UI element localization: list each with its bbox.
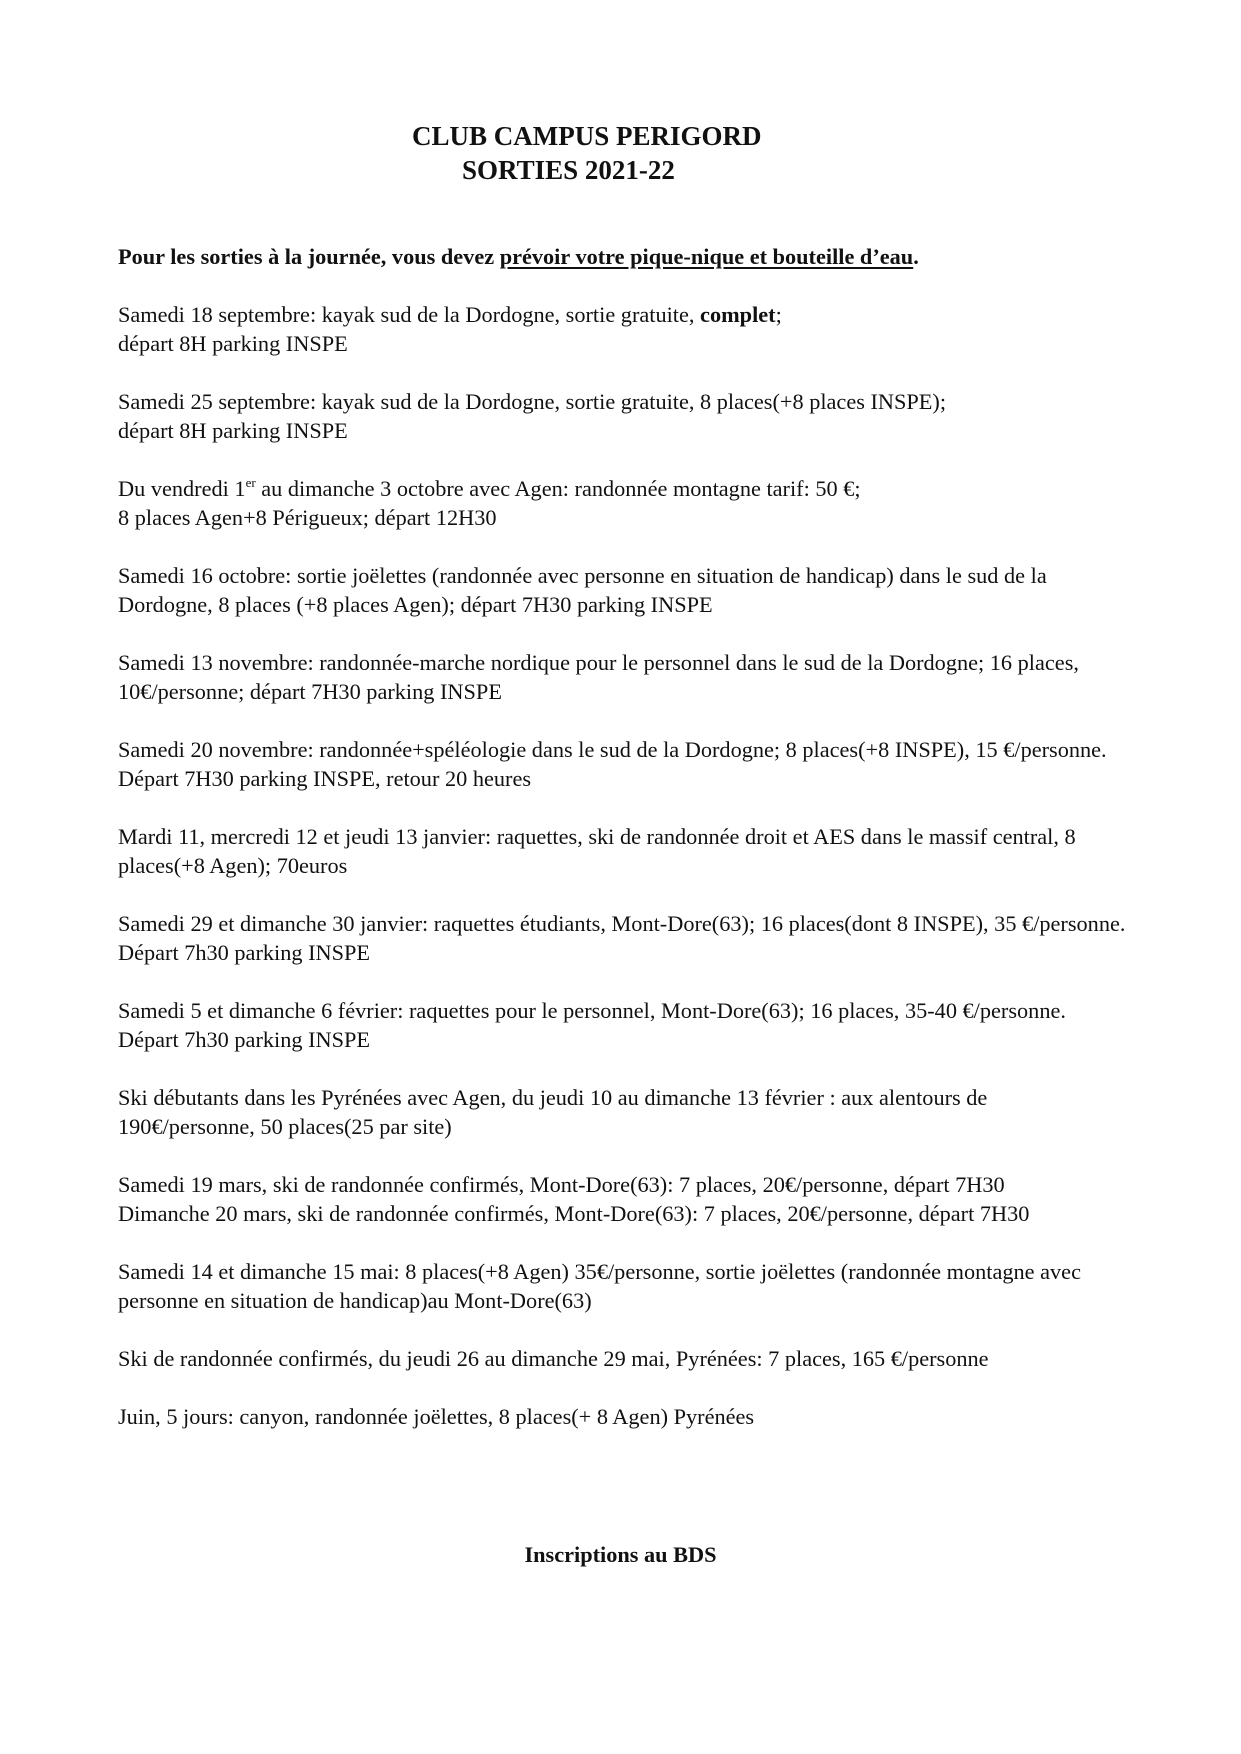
outing-line: 8 places Agen+8 Périgueux; départ 12H30: [118, 505, 497, 530]
outing-text: au dimanche 3 octobre avec Agen: randonnée montagne tarif: 50 €;: [255, 476, 861, 501]
outing-line: départ 8H parking INSPE: [118, 331, 348, 356]
outing-ski-debutants: Ski débutants dans les Pyrénées avec Agen, du jeudi 10 au dimanche 13 février : aux alentours de 190€/personne, 50 places(25 par site): [118, 1085, 988, 1139]
outing-ski-confirmes-mai: Ski de randonnée confirmés, du jeudi 26 au dimanche 29 mai, Pyrénées: 7 places, 165 €/personne: [118, 1346, 989, 1371]
outing-randonnee-octobre: [118, 474, 1128, 532]
outing-kayak-25-sept: [118, 387, 1128, 445]
outing-kayak-18-sept: [118, 300, 1128, 358]
outing-joelettes-mai: Samedi 14 et dimanche 15 mai: 8 places(+8 Agen) 35€/personne, sortie joëlettes (randonnée montagne avec personne en situation de handicap)au Mont-Dore(63): [118, 1259, 1081, 1313]
outing-speleo-20-nov: Samedi 20 novembre: randonnée+spéléologie dans le sud de la Dordogne; 8 places(+8 INSPE), 15 €/personne. Départ 7H30 parking INSPE, retour 20 heures: [118, 737, 1107, 791]
intro-underlined-text: prévoir votre pique-nique et bouteille d’eau: [499, 244, 914, 269]
document-subtitle: SORTIES 2021-22: [462, 155, 675, 185]
outing-line: départ 8H parking INSPE: [118, 418, 348, 443]
outing-raquettes-etudiants: Samedi 29 et dimanche 30 janvier: raquettes étudiants, Mont-Dore(63); 16 places(dont 8 INSPE), 35 €/personne. Départ 7h30 parking INSPE: [118, 911, 1126, 965]
intro-text: Pour les sorties à la journée, vous devez: [118, 244, 500, 269]
document-body: [118, 242, 1128, 1460]
registration-footer: Inscriptions au BDS: [524, 1542, 717, 1567]
outing-line: Dimanche 20 mars, ski de randonnée confirmés, Mont-Dore(63): 7 places, 20€/personne, départ 7H30: [118, 1201, 1030, 1226]
complet-label: complet: [700, 302, 776, 327]
ordinal-superscript: er: [245, 475, 256, 490]
outing-line: [118, 300, 1128, 329]
outing-text: ;: [775, 302, 782, 327]
outing-ski-mars: [118, 1170, 1128, 1228]
outing-raquettes-janvier: Mardi 11, mercredi 12 et jeudi 13 janvier: raquettes, ski de randonnée droit et AES dans le massif central, 8 places(+8 Agen); 70euros: [118, 824, 1076, 878]
outing-joelettes-16-oct: Samedi 16 octobre: sortie joëlettes (randonnée avec personne en situation de handicap) dans le sud de la Dordogne, 8 places (+8 places Agen); départ 7H30 parking INSPE: [118, 563, 1047, 617]
document-title: CLUB CAMPUS PERIGORD: [412, 121, 762, 151]
outing-text: Samedi 18 septembre: kayak sud de la Dordogne, sortie gratuite,: [118, 302, 701, 327]
outing-line: Samedi 25 septembre: kayak sud de la Dordogne, sortie gratuite, 8 places(+8 places INSPE);: [118, 389, 947, 414]
outing-marche-13-nov: Samedi 13 novembre: randonnée-marche nordique pour le personnel dans le sud de la Dordogne; 16 places, 10€/personne; départ 7H30 parking INSPE: [118, 650, 1079, 704]
intro-notice: [118, 242, 1128, 271]
outing-juin: Juin, 5 jours: canyon, randonnée joëlettes, 8 places(+ 8 Agen) Pyrénées: [118, 1404, 755, 1429]
outing-text: Du vendredi 1: [118, 476, 246, 501]
outing-line: Samedi 19 mars, ski de randonnée confirmés, Mont-Dore(63): 7 places, 20€/personne, départ 7H30: [118, 1172, 1005, 1197]
intro-end: .: [913, 244, 919, 269]
outing-line: [118, 474, 1128, 503]
outing-raquettes-personnel: Samedi 5 et dimanche 6 février: raquettes pour le personnel, Mont-Dore(63); 16 places, 35-40 €/personne. Départ 7h30 parking INSPE: [118, 998, 1066, 1052]
